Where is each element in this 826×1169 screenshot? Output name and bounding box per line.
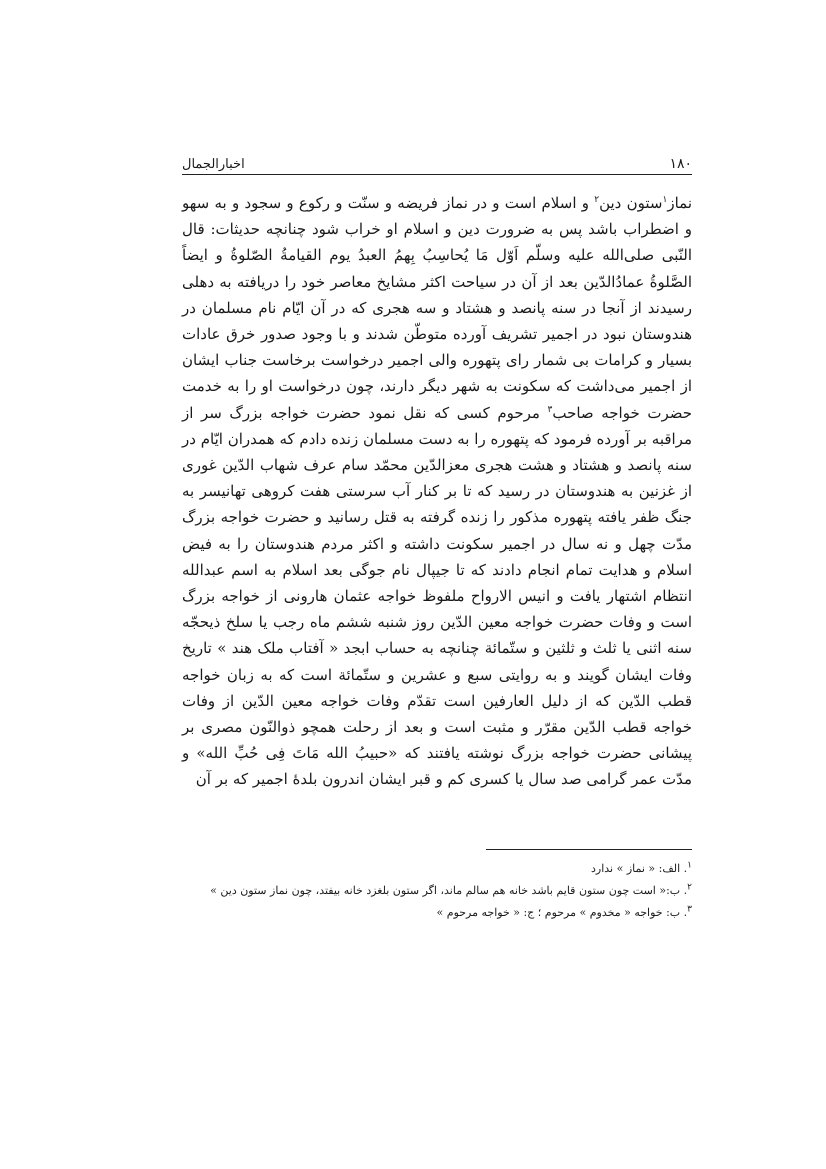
footnote bbox=[182, 858, 692, 880]
footnote-text: . الف: « نماز » ندارد bbox=[591, 862, 688, 875]
main-text bbox=[182, 190, 692, 793]
footnote-number: ۱ bbox=[687, 860, 692, 871]
header-rule bbox=[182, 174, 692, 175]
footnote-rule bbox=[486, 849, 692, 850]
footnote-number: ۳ bbox=[687, 904, 692, 915]
text-segment: ستون دین bbox=[599, 194, 663, 212]
page-header bbox=[182, 150, 692, 172]
footnote-text: . ب:« است چون ستون قایم باشد خانه هم سالم ماند، اگر ستون بلغزد خانه بیفتد، چون نماز ستون دین » bbox=[210, 884, 688, 897]
text-segment: نماز bbox=[667, 194, 692, 212]
text-segment: مرحوم کسی که نقل نمود حضرت خواجه بزرگ سر از مراقبه بر آورده فرمود که پتهوره را به دست مسلمان زنده دادم که همدران ایّام در سنه پانصد و هشتاد و هشت هجری معزالدّین محمّد سام عرف شهاب الدّین غوری از غزنین به هندوستان در رسید که تا بر کنار آب سرستی هفت کروهی تهانیسر به جنگ ظفر یافته پتهوره مذکور را زنده گرفته به قتل رسانید و حضرت خواجه بزرگ مدّت چهل و نه سال در اجمیر سکونت داشته و اکثر مردم هندوستان را به فیض اسلام و هدایت تمام انجام دادند که تا جیپال نام جوگی بعد اسلام به اسم عبدالله انتظام اشتهار یافت و انیس الارواح ملفوظ خواجه عثمان هارونی از خواجه بزرگ است و وفات حضرت خواجه معین الدّین روز شنبه ششم ماه رجب یا سلخ ذیحجّه سنه اثنی یا ثلث و ثلثین و ستّمائة چنانچه به حساب ابجد « آفتاب ملک هند » تاریخ وفات ایشان گویند و به روایتی سبع و عشرین و ستّمائة است که به زبان خواجه قطب الدّین که از دلیل العارفین است تقدّم وفات خواجه معین الدّین از وفات خواجه قطب الدّین مقرّر و مثبت است و بعد از رحلت همچو ذوالنّون مصری بر پیشانی حضرت خواجه بزرگ نوشته یافتند که «حبیبُ الله مَاتَ فِی حُبِّ الله» و مدّت عمر گرامی صد سال یا کسری کم و قبر ایشان اندرون بلدهٔ اجمیر که بر آن bbox=[182, 403, 692, 789]
footnote-text: . ب: خواجه « مخدوم » مرحوم ؛ ج: « خواجه مرحوم » bbox=[436, 906, 688, 919]
main-paragraph bbox=[182, 190, 692, 793]
running-title: اخبارالجمال bbox=[182, 157, 245, 172]
text-segment: و اسلام است و در نماز فریضه و سنّت و رکوع و سجود و به سهو و اضطراب باشد پس به ضرورت دین و اسلام او خراب شود چنانچه حدیثات: قال النّبی صلی‌الله علیه وسلّم اَوّل مَا یُحاسِبُ بِهمُ العبدُ یوم القیامةُ الصّلوةُ و ایضاً الصَّلوةُ عمادُالدّین بعد از آن در سیاحت اکثر مشایخ معاصر خود را دریافته به دهلی رسیدند از آنجا در سنه پانصد و هشتاد و سه هجری که در آن ایّام نام مسلمان در هندوستان نبود در اجمیر تشریف آورده متوطّن شدند و با وجود صدور خرق عادات بسیار و کرامات بی شمار رای پتهوره والی اجمیر درخواست برخاست جناب ایشان از اجمیر می‌داشت که سکونت به شهر دیگر دارند، چون درخواست او را به خدمت حضرت خواجه صاحب bbox=[182, 194, 692, 422]
footnote bbox=[182, 902, 692, 924]
footnote bbox=[182, 880, 692, 902]
footnote-ref: ۱ bbox=[662, 195, 668, 205]
page-number: ۱۸۰ bbox=[669, 156, 692, 172]
footnotes bbox=[182, 858, 692, 924]
footnote-ref: ۲ bbox=[594, 195, 600, 205]
footnote-number: ۲ bbox=[687, 882, 692, 893]
footnote-ref: ۳ bbox=[547, 404, 553, 415]
